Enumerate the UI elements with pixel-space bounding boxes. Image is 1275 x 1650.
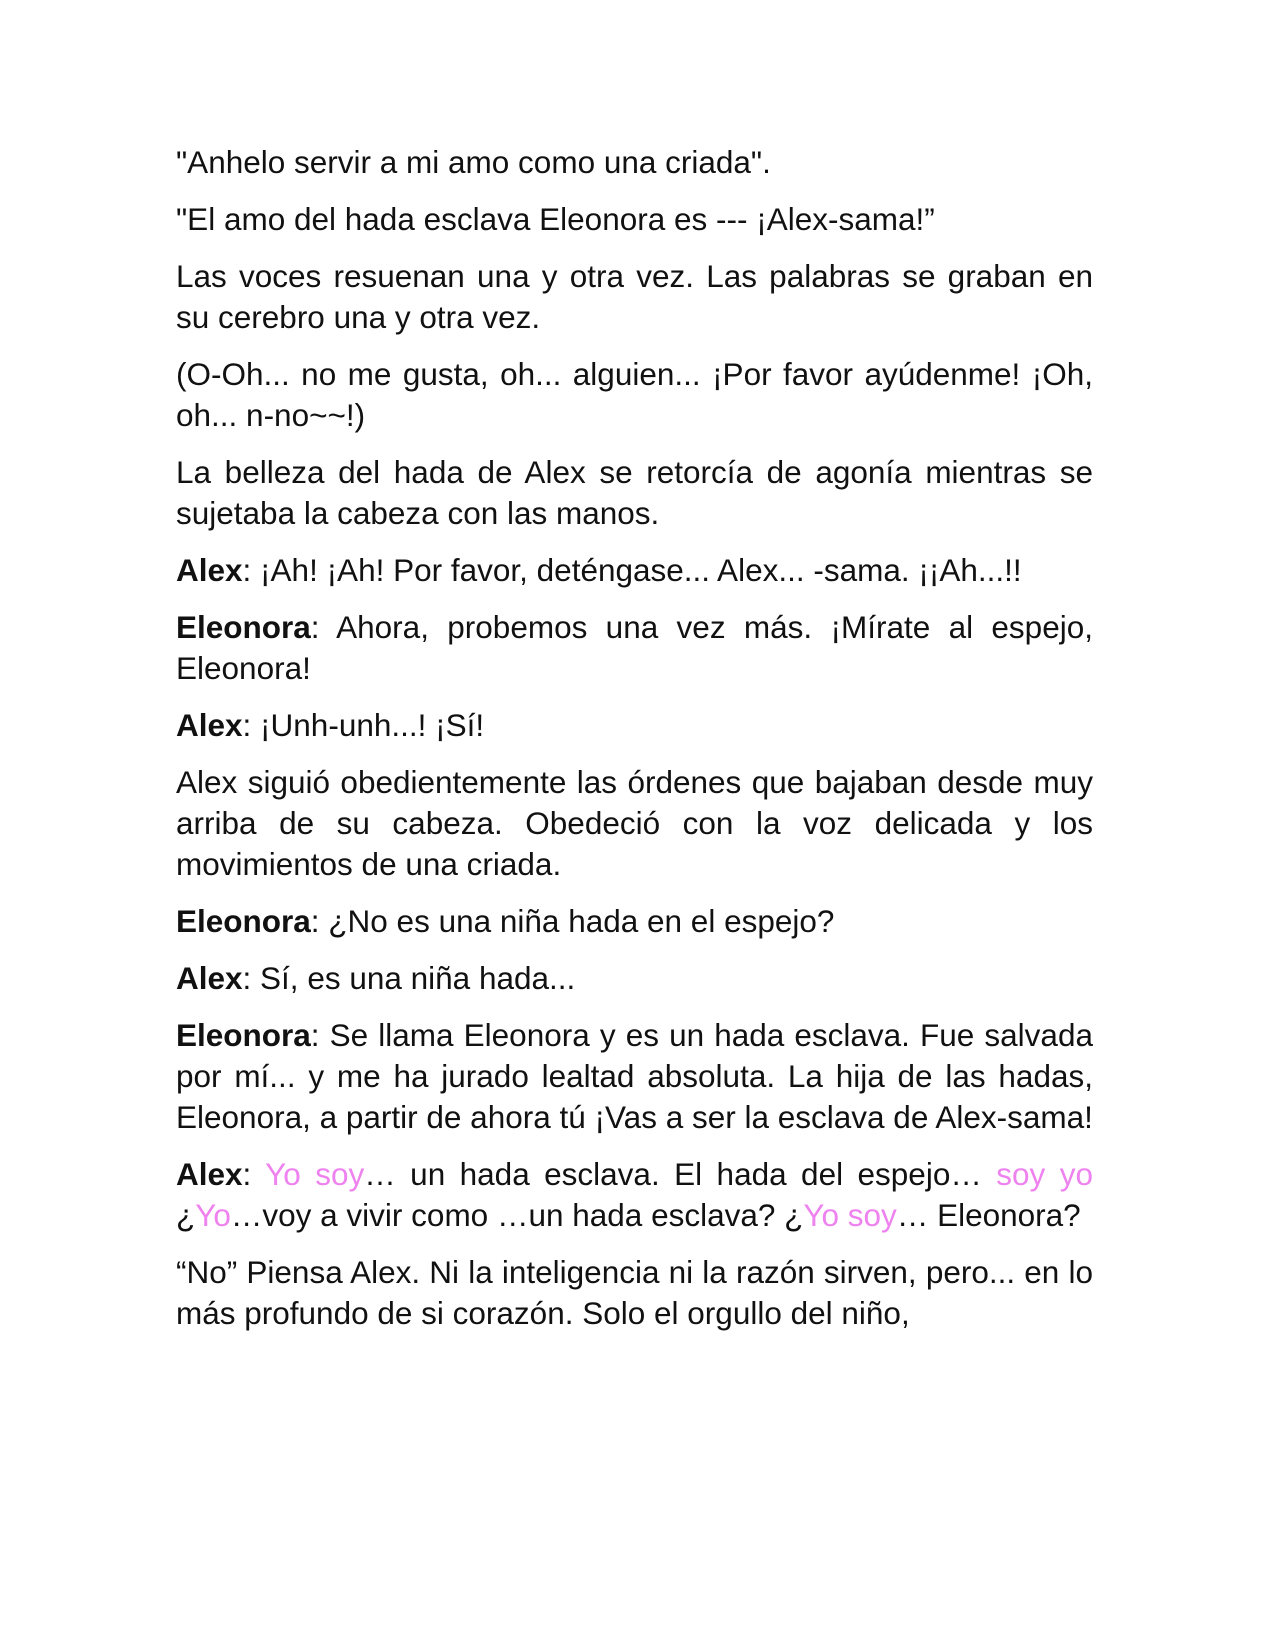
paragraph-text: Las voces resuenan una y otra vez. Las palabras se graban en su cerebro una y otra vez. (176, 258, 1093, 335)
highlighted-text: Yo soy (803, 1197, 897, 1233)
dialogue-line (176, 705, 1093, 746)
paragraph (176, 199, 1093, 240)
paragraph-text: La belleza del hada de Alex se retorcía de agonía mientras se sujetaba la cabeza con las manos. (176, 454, 1093, 531)
highlighted-text: Yo soy (265, 1156, 365, 1192)
paragraph (176, 354, 1093, 436)
document-page (176, 142, 1093, 1350)
dialogue-text: : Sí, es una niña hada... (242, 960, 576, 996)
dialogue-text: : ¿No es una niña hada en el espejo? (310, 903, 835, 939)
speaker-name: Alex (176, 1156, 243, 1192)
dialogue-text: : ¡Unh-unh...! ¡Sí! (242, 707, 485, 743)
dialogue-line (176, 607, 1093, 689)
paragraph-text: Alex siguió obedientemente las órdenes que bajaban desde muy arriba de su cabeza. Obedeció con la voz delicada y los movimientos de una criada. (176, 764, 1093, 882)
speaker-name: Alex (176, 552, 243, 588)
paragraph (176, 452, 1093, 534)
paragraph-text: “No” Piensa Alex. Ni la inteligencia ni la razón sirven, pero... en lo más profundo de si corazón. Solo el orgullo del niño, (176, 1254, 1093, 1331)
dialogue-line (176, 901, 1093, 942)
dialogue-text: … Eleonora? (896, 1197, 1081, 1233)
paragraph-text: "Anhelo servir a mi amo como una criada". (176, 144, 771, 180)
dialogue-text: : Se llama Eleonora y es un hada esclava. Fue salvada por mí... y me ha jurado lealtad absoluta. La hija de las hadas, Eleonora, a partir de ahora tú ¡Vas a ser la esclava de Alex-sama! (176, 1017, 1093, 1135)
paragraph (176, 762, 1093, 885)
speaker-name: Eleonora (176, 1017, 311, 1053)
speaker-name: Alex (176, 960, 243, 996)
dialogue-line (176, 1015, 1093, 1138)
dialogue-text: : ¡Ah! ¡Ah! Por favor, deténgase... Alex... -sama. ¡¡Ah...!! (242, 552, 1022, 588)
dialogue-text: : (242, 1156, 266, 1192)
dialogue-line (176, 1154, 1093, 1236)
paragraph-text: "El amo del hada esclava Eleonora es --- ¡Alex-sama!” (176, 201, 935, 237)
speaker-name: Eleonora (176, 609, 311, 645)
dialogue-line (176, 550, 1093, 591)
paragraph (176, 142, 1093, 183)
dialogue-text: … un hada esclava. El hada del espejo… (364, 1156, 997, 1192)
speaker-name: Eleonora (176, 903, 311, 939)
dialogue-line (176, 958, 1093, 999)
dialogue-text: ¿ (176, 1197, 196, 1233)
paragraph (176, 1252, 1093, 1334)
paragraph-text: (O-Oh... no me gusta, oh... alguien... ¡Por favor ayúdenme! ¡Oh, oh... n-no~~!) (176, 356, 1093, 433)
dialogue-text: …voy a vivir como …un hada esclava? ¿ (230, 1197, 804, 1233)
paragraph (176, 256, 1093, 338)
highlighted-text: soy yo (996, 1156, 1093, 1192)
speaker-name: Alex (176, 707, 243, 743)
highlighted-text: Yo (195, 1197, 231, 1233)
dialogue-text: : Ahora, probemos una vez más. ¡Mírate al espejo, Eleonora! (176, 609, 1093, 686)
